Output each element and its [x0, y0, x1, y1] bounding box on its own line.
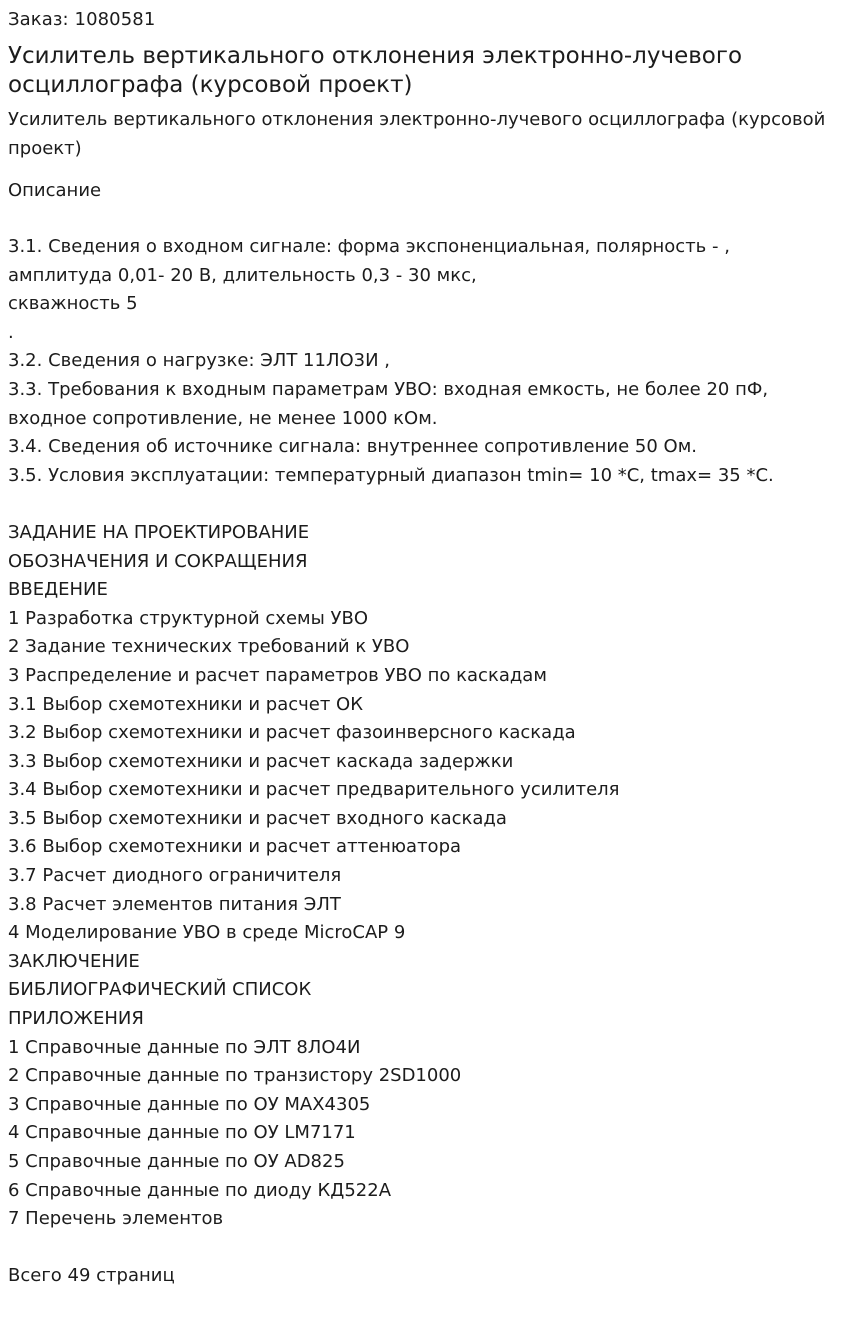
contents-item: 3.7 Расчет диодного ограничителя — [8, 865, 342, 887]
order-number: Заказ: 1080581 — [8, 9, 156, 30]
contents-item: 1 Справочные данные по ЭЛТ 8ЛО4И — [8, 1036, 361, 1058]
contents-item: 3.5 Выбор схемотехники и расчет входного каскада — [8, 807, 507, 829]
description-label: Описание — [8, 180, 102, 201]
table-of-contents — [8, 519, 839, 1234]
contents-item: 3.2 Выбор схемотехники и расчет фазоинверсного каскада — [8, 722, 576, 744]
spec-line: 3.1. Сведения о входном сигнале: форма экспоненциальная, полярность - , — [8, 236, 730, 257]
spec-line: 3.3. Требования к входным параметрам УВО: входная емкость, не более 20 пФ, — [8, 378, 769, 400]
contents-item: 3.6 Выбор схемотехники и расчет аттенюатора — [8, 836, 462, 858]
spec-line: 3.4. Сведения об источнике сигнала: внутреннее сопротивление 50 Ом. — [8, 436, 697, 458]
contents-item: 3 Справочные данные по ОУ MAX4305 — [8, 1093, 371, 1115]
blank-line — [8, 490, 839, 519]
contents-item: ОБОЗНАЧЕНИЯ И СОКРАЩЕНИЯ — [8, 550, 308, 572]
contents-item: 4 Моделирование УВО в среде MicroCAP 9 — [8, 922, 406, 944]
spec-line: 3.5. Условия эксплуатации: температурный диапазон tmin= 10 *С, tmax= 35 *С. — [8, 464, 774, 486]
spec-line: входное сопротивление, не менее 1000 кОм. — [8, 407, 438, 429]
spec-line: скважность 5 — [8, 293, 138, 315]
contents-item: ЗАКЛЮЧЕНИЕ — [8, 950, 140, 972]
contents-item: 3.4 Выбор схемотехники и расчет предварительного усилителя — [8, 779, 620, 801]
contents-item: ВВЕДЕНИЕ — [8, 579, 108, 601]
contents-item: ЗАДАНИЕ НА ПРОЕКТИРОВАНИЕ — [8, 521, 310, 543]
spec-line: амплитуда 0,01- 20 В, длительность 0,3 - 30 мкс, — [8, 264, 477, 286]
contents-item: БИБЛИОГРАФИЧЕСКИЙ СПИСОК — [8, 979, 312, 1001]
blank-line — [8, 1234, 839, 1263]
contents-item: 3.8 Расчет элементов питания ЭЛТ — [8, 893, 341, 915]
spec-line: 3.2. Сведения о нагрузке: ЭЛТ 11ЛО3И , — [8, 350, 391, 372]
contents-item: 3.3 Выбор схемотехники и расчет каскада задержки — [8, 750, 514, 772]
contents-item: 5 Справочные данные по ОУ AD825 — [8, 1151, 345, 1172]
contents-item: 6 Справочные данные по диоду КД522А — [8, 1179, 392, 1201]
page-title: Усилитель вертикального отклонения электронно-лучевого осциллографа (курсовой проект) — [8, 43, 743, 98]
specs-block — [8, 233, 839, 490]
spec-line: . — [8, 321, 14, 343]
contents-item: ПРИЛОЖЕНИЯ — [8, 1008, 144, 1030]
contents-item: 3.1 Выбор схемотехники и расчет ОК — [8, 693, 363, 715]
contents-item: 1 Разработка структурной схемы УВО — [8, 607, 369, 629]
contents-item: 7 Перечень элементов — [8, 1208, 224, 1230]
contents-item: 3 Распределение и расчет параметров УВО по каскадам — [8, 664, 547, 686]
page-subtitle: Усилитель вертикального отклонения электронно-лучевого осциллографа (курсовой проект) — [8, 109, 826, 159]
total-pages: Всего 49 страниц — [8, 1265, 175, 1287]
contents-item: 2 Задание технических требований к УВО — [8, 636, 410, 658]
contents-item: 4 Справочные данные по ОУ LM7171 — [8, 1122, 356, 1144]
contents-item: 2 Справочные данные по транзистору 2SD1000 — [8, 1065, 462, 1087]
